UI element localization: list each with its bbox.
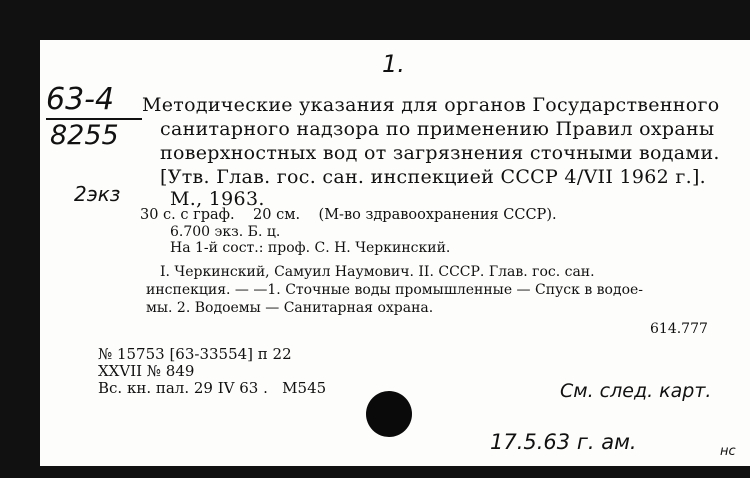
compiler-line: На 1-й сост.: проф. С. Н. Черкинский. [170,240,451,256]
card-punch-hole [366,391,412,437]
scan-border-left [0,0,40,478]
title-line: М., 1963. [170,188,265,210]
edition-line: 6.700 экз. Б. ц. [170,224,281,240]
physical-description: 30 с. с граф. 20 см. (М-во здравоохранения СССР). [140,207,557,223]
scan-border-top [0,0,750,40]
tracing-line: мы. 2. Водоемы — Санитарная охрана. [146,300,434,316]
title-line: санитарного надзора по применению Правил охраны [160,118,715,140]
footer-line: № 15753 [63-33554] п 22 [98,345,292,363]
inventory-number: 8255 [50,120,119,151]
title-line: поверхностных вод от загрязнения сточными водами. [160,142,720,164]
date-stamp: 17.5.63 г. ам. [490,430,637,454]
title-line: [Утв. Глав. гос. сан. инспекцией СССР 4/VII 1962 г.]. [160,166,707,188]
scan-border-bottom [0,466,750,478]
footer-line: Вс. кн. пал. 29 IV 63 . М545 [98,379,327,397]
card-number: 1. [382,50,405,78]
classification-number: 614.777 [650,321,708,337]
copies-note: 2экз [74,182,121,206]
corner-mark: нс [720,444,736,459]
title-line: Методические указания для органов Государственного [142,94,720,116]
footer-line: XXVII № 849 [98,362,195,380]
tracing-line: инспекция. — —1. Сточные воды промышленные — Спуск в водое- [146,282,644,298]
tracing-line: I. Черкинский, Самуил Наумович. II. СССР. Глав. гос. сан. [160,264,595,280]
see-next-card-note: См. след. карт. [560,380,712,402]
shelf-mark: 63-4 [46,82,115,117]
